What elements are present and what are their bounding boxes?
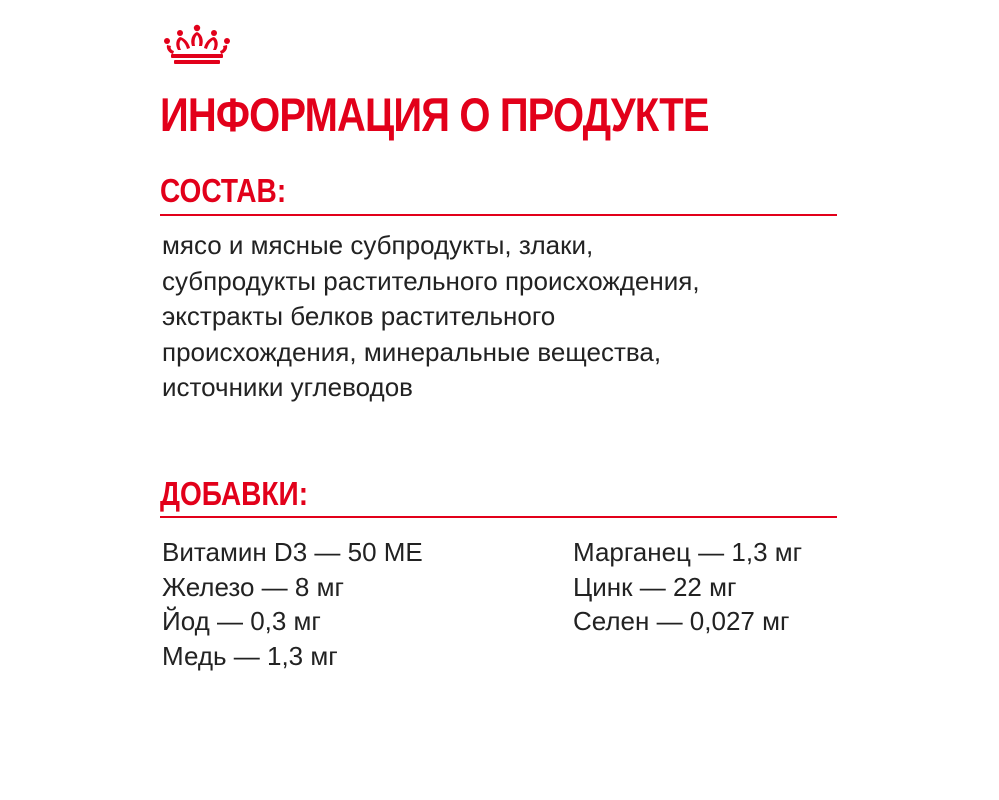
- page-title: ИНФОРМАЦИЯ О ПРОДУКТЕ: [160, 88, 709, 141]
- additive-item: Селен — 0,027 мг: [573, 606, 790, 636]
- additive-item: Железо — 8 мг: [162, 571, 344, 602]
- composition-line: субпродукты растительного происхождения,: [162, 265, 700, 296]
- additive-item: Медь — 1,3 мг: [162, 640, 338, 671]
- additive-item: Йод — 0,3 мг: [162, 606, 321, 636]
- additive-item: Марганец — 1,3 мг: [573, 537, 803, 567]
- crown-logo-icon: [162, 24, 232, 68]
- composition-line: мясо и мясные субпродукты, злаки,: [162, 230, 594, 260]
- composition-line: происхождения, минеральные вещества,: [162, 336, 662, 367]
- composition-divider: [160, 214, 837, 216]
- additives-list-left: [162, 535, 423, 673]
- additives-heading: ДОБАВКИ:: [160, 475, 309, 512]
- composition-line: экстракты белков растительного: [162, 301, 556, 331]
- additive-item: Витамин D3 — 50 МЕ: [162, 537, 423, 567]
- additives-list-right: [573, 535, 802, 639]
- composition-heading: СОСТАВ:: [160, 172, 287, 209]
- additives-divider: [160, 516, 837, 518]
- additive-item: Цинк — 22 мг: [573, 571, 737, 602]
- composition-text: [162, 228, 862, 406]
- composition-line: источники углеводов: [162, 372, 413, 402]
